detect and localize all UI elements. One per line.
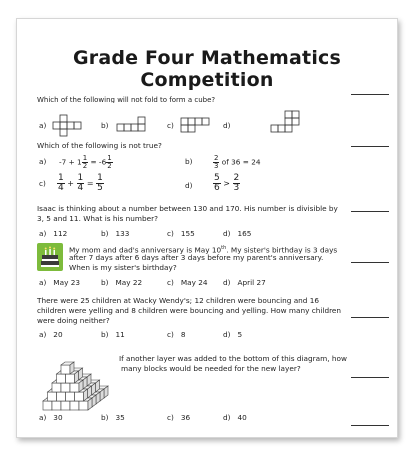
cube-net-c-diagram: [181, 118, 221, 138]
option-a: a) 30: [39, 413, 63, 422]
answer-line: [351, 146, 389, 147]
option-c: c) 155: [167, 229, 195, 238]
option-a: a) 112: [39, 229, 68, 238]
cube-net-b-diagram: [117, 117, 157, 137]
question-3-text: Isaac is thinking about a number between 130 and 170. His number is divisible by: [37, 204, 338, 213]
option-b: b) May 22: [101, 278, 143, 287]
question-4-text: When is my sister's birthday?: [69, 263, 177, 272]
question-5-text: children were yelling and 8 children were bouncing and yelling. How many children: [37, 306, 342, 315]
question-6-text: many blocks would be needed for the new layer?: [121, 364, 301, 373]
option-c-expression: $\frac{1}{4}$ + $\frac{1}{4}$ = $\frac{1}{5}$: [58, 173, 103, 193]
option-c: c) 8: [167, 330, 186, 339]
option-a: a) 20: [39, 330, 63, 339]
option-b: b) 11: [101, 330, 125, 339]
option-label: c): [39, 179, 46, 188]
worksheet: [16, 18, 398, 438]
option-label: a): [39, 121, 47, 130]
answer-line: [351, 94, 389, 95]
option-a: a) May 23: [39, 278, 80, 287]
question-3-text: 3, 5 and 11. What is his number?: [37, 214, 158, 223]
answer-line: [351, 211, 389, 212]
option-label: b): [101, 121, 109, 130]
option-b-expression: $\frac{2}{3}$ of 36 = 24: [214, 154, 261, 170]
answer-line: [351, 377, 389, 378]
cube-net-d-diagram: [271, 111, 311, 137]
option-label: d): [223, 121, 231, 130]
question-4-text: after 7 days after 6 days after 3 days before my parent's anniversary.: [69, 253, 324, 262]
option-d: d) April 27: [223, 278, 266, 287]
option-d: d) 5: [223, 330, 243, 339]
pyramid-block: [61, 362, 74, 374]
answer-line: [351, 317, 389, 318]
option-a-expression: -7 + 1 $\frac{1}{2}$ = -6 $\frac{1}{2}$: [59, 154, 112, 170]
question-5-text: were doing neither?: [37, 316, 110, 325]
option-label: b): [185, 157, 193, 166]
cake-icon: [37, 243, 63, 271]
option-c: c) May 24: [167, 278, 208, 287]
question-4-text: My mom and dad's anniversary is May 10th. My sister's birthday is 3 days: [69, 245, 338, 255]
option-label: c): [167, 121, 174, 130]
question-5-text: There were 25 children at Wacky Wendy's; 12 children were bouncing and 16: [37, 296, 320, 305]
answer-line: [351, 262, 389, 263]
option-b: b) 35: [101, 413, 125, 422]
cube-net-a-diagram: [53, 115, 89, 135]
birthday-cake-icon: [37, 243, 63, 271]
option-label: a): [39, 157, 47, 166]
option-d: d) 165: [223, 229, 252, 238]
question-2-text: Which of the following is not true?: [37, 141, 162, 150]
page-title: Grade Four Mathematics Competition: [72, 47, 342, 91]
option-d: d) 40: [223, 413, 247, 422]
option-c: c) 36: [167, 413, 191, 422]
option-b: b) 133: [101, 229, 130, 238]
question-1-text: Which of the following will not fold to form a cube?: [37, 96, 216, 103]
question-6-text: If another layer was added to the bottom of this diagram, how: [119, 354, 347, 363]
option-d-expression: $\frac{5}{6}$ > $\frac{2}{3}$: [214, 173, 240, 193]
option-label: d): [185, 181, 193, 190]
answer-line: [351, 425, 389, 426]
